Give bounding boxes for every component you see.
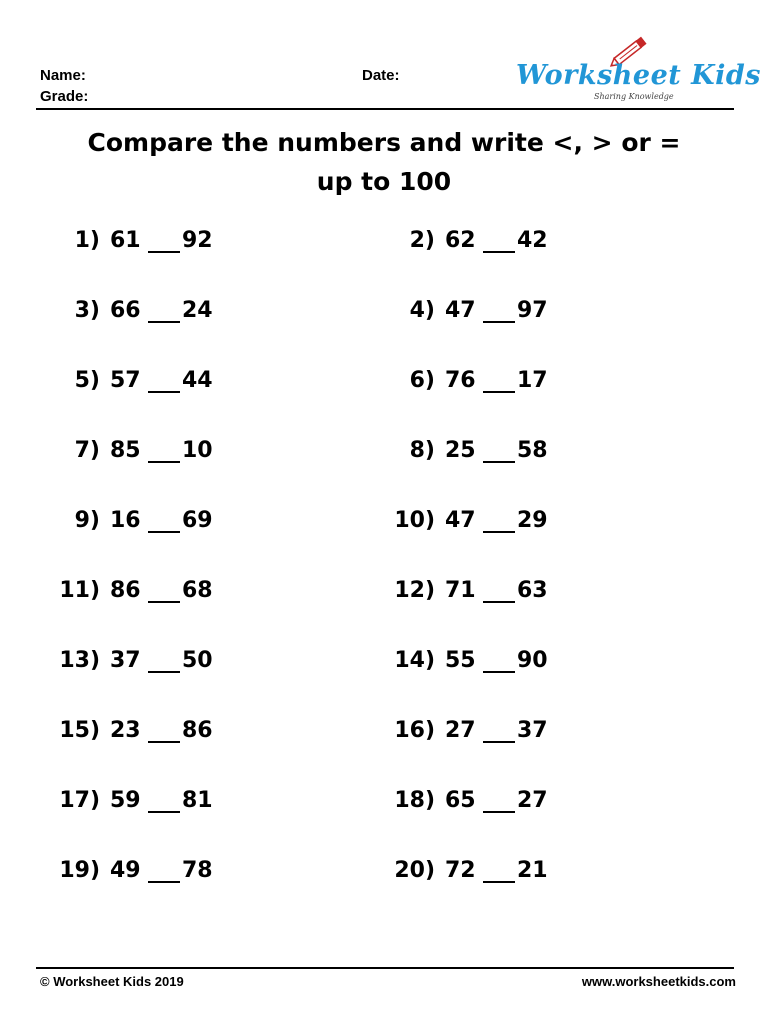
problem-item: [347, 436, 607, 466]
problem-number: 6): [409, 368, 435, 393]
worksheet-title-line-2: up to 100: [316, 167, 452, 196]
problem-number: 11): [59, 578, 100, 603]
problem-item: [12, 646, 272, 676]
answer-blank[interactable]: [483, 741, 515, 743]
second-number: 29: [517, 508, 548, 533]
first-number: 49: [110, 858, 141, 883]
problem-number: 14): [394, 648, 435, 673]
answer-blank[interactable]: [148, 251, 180, 253]
problem-number: 16): [394, 718, 435, 743]
answer-blank[interactable]: [483, 601, 515, 603]
answer-blank[interactable]: [483, 531, 515, 533]
second-number: 78: [182, 858, 213, 883]
second-number: 58: [517, 438, 548, 463]
first-number: 65: [445, 788, 476, 813]
problem-item: [12, 716, 272, 746]
problem-number: 1): [74, 228, 100, 253]
answer-blank[interactable]: [483, 461, 515, 463]
problem-number: 18): [394, 788, 435, 813]
problem-item: [12, 366, 272, 396]
second-number: 90: [517, 648, 548, 673]
problem-item: [12, 226, 272, 256]
second-number: 68: [182, 578, 213, 603]
answer-blank[interactable]: [148, 671, 180, 673]
answer-blank[interactable]: [483, 391, 515, 393]
footer-copyright: © Worksheet Kids 2019: [40, 974, 184, 989]
second-number: 69: [182, 508, 213, 533]
first-number: 37: [110, 648, 141, 673]
first-number: 27: [445, 718, 476, 743]
problem-number: 2): [409, 228, 435, 253]
grade-label: Grade:: [40, 88, 89, 105]
problem-item: [12, 786, 272, 816]
problem-number: 3): [74, 298, 100, 323]
second-number: 24: [182, 298, 213, 323]
first-number: 61: [110, 228, 141, 253]
second-number: 37: [517, 718, 548, 743]
first-number: 47: [445, 508, 476, 533]
problem-item: [347, 856, 607, 886]
first-number: 16: [110, 508, 141, 533]
problem-number: 5): [74, 368, 100, 393]
first-number: 25: [445, 438, 476, 463]
problem-number: 19): [59, 858, 100, 883]
answer-blank[interactable]: [483, 251, 515, 253]
second-number: 81: [182, 788, 213, 813]
problem-item: [347, 646, 607, 676]
problem-item: [347, 786, 607, 816]
answer-blank[interactable]: [148, 601, 180, 603]
problem-number: 4): [409, 298, 435, 323]
problem-number: 17): [59, 788, 100, 813]
answer-blank[interactable]: [148, 811, 180, 813]
worksheet-kids-logo: [510, 30, 761, 105]
problem-item: [347, 506, 607, 536]
first-number: 71: [445, 578, 476, 603]
second-number: 17: [517, 368, 548, 393]
worksheet-title-line-1: Compare the numbers and write <, > or =: [87, 128, 681, 157]
footer-divider: [36, 967, 734, 969]
second-number: 44: [182, 368, 213, 393]
second-number: 86: [182, 718, 213, 743]
problem-number: 20): [394, 858, 435, 883]
date-label: Date:: [362, 67, 400, 84]
answer-blank[interactable]: [483, 321, 515, 323]
first-number: 23: [110, 718, 141, 743]
answer-blank[interactable]: [148, 321, 180, 323]
name-label: Name:: [40, 67, 86, 84]
problem-item: [12, 576, 272, 606]
problem-item: [12, 436, 272, 466]
header-divider: [36, 108, 734, 110]
first-number: 62: [445, 228, 476, 253]
second-number: 97: [517, 298, 548, 323]
answer-blank[interactable]: [148, 461, 180, 463]
first-number: 86: [110, 578, 141, 603]
answer-blank[interactable]: [148, 881, 180, 883]
problem-number: 7): [74, 438, 100, 463]
problem-item: [347, 716, 607, 746]
answer-blank[interactable]: [483, 811, 515, 813]
second-number: 21: [517, 858, 548, 883]
logo-tagline: Sharing Knowledge: [594, 92, 674, 101]
first-number: 76: [445, 368, 476, 393]
first-number: 85: [110, 438, 141, 463]
problem-item: [12, 856, 272, 886]
problem-item: [347, 366, 607, 396]
second-number: 50: [182, 648, 213, 673]
problem-item: [347, 226, 607, 256]
problem-number: 15): [59, 718, 100, 743]
footer-website: www.worksheetkids.com: [581, 974, 736, 989]
first-number: 55: [445, 648, 476, 673]
problem-item: [12, 296, 272, 326]
logo-text: Worksheet Kids: [516, 60, 761, 91]
second-number: 63: [517, 578, 548, 603]
first-number: 72: [445, 858, 476, 883]
answer-blank[interactable]: [148, 391, 180, 393]
second-number: 10: [182, 438, 213, 463]
problem-number: 8): [409, 438, 435, 463]
answer-blank[interactable]: [148, 741, 180, 743]
problem-number: 13): [59, 648, 100, 673]
answer-blank[interactable]: [483, 671, 515, 673]
problem-number: 10): [394, 508, 435, 533]
first-number: 59: [110, 788, 141, 813]
answer-blank[interactable]: [483, 881, 515, 883]
problem-item: [347, 576, 607, 606]
answer-blank[interactable]: [148, 531, 180, 533]
first-number: 66: [110, 298, 141, 323]
problem-item: [12, 506, 272, 536]
second-number: 27: [517, 788, 548, 813]
first-number: 47: [445, 298, 476, 323]
second-number: 42: [517, 228, 548, 253]
problem-item: [347, 296, 607, 326]
first-number: 57: [110, 368, 141, 393]
problem-number: 9): [74, 508, 100, 533]
second-number: 92: [182, 228, 213, 253]
problem-number: 12): [394, 578, 435, 603]
